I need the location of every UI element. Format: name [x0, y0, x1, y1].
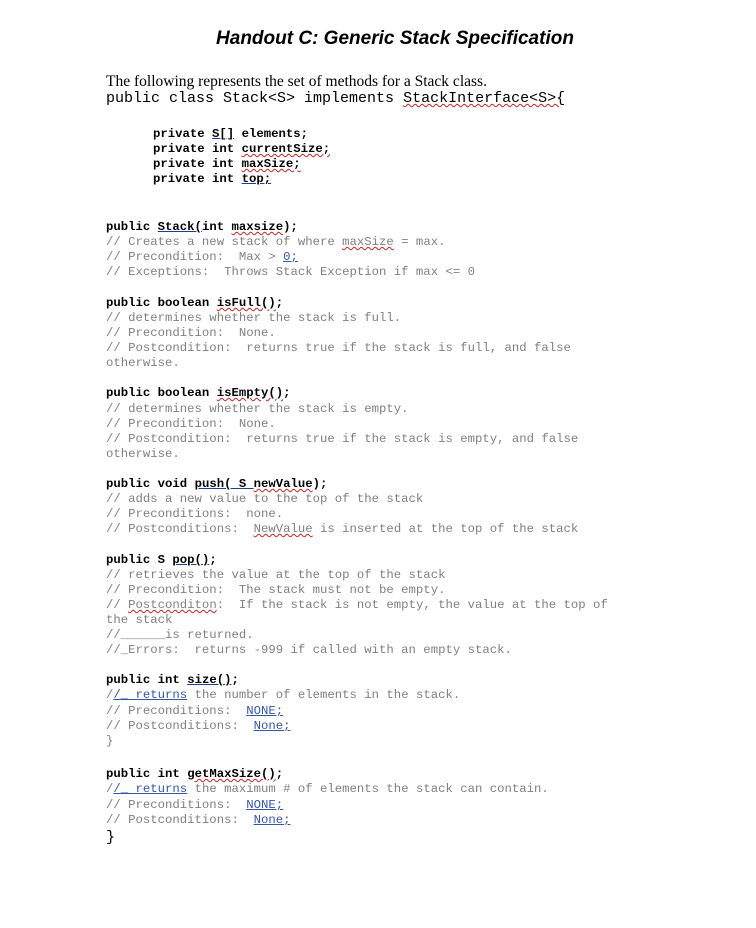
isempty-signature: public boolean isEmpty(); [106, 386, 291, 400]
size-comment-1: //_ returns the number of elements in the stack. [106, 688, 461, 702]
ctor-comment-1: // Creates a new stack of where maxSize = max. [106, 235, 446, 249]
intro-text: The following represents the set of methods for a Stack class. [106, 73, 487, 90]
isfull-comment-2: // Precondition: None. [106, 326, 276, 340]
push-comment-3: // Postconditions: NewValue is inserted at the top of the stack [106, 522, 579, 536]
field-max-size: private int maxSize; [153, 157, 301, 171]
isfull-comment-3: // Postcondition: returns true if the stack is full, and false [106, 341, 571, 355]
size-comment-3: // Postconditions: None; [106, 719, 291, 733]
size-signature: public int size(); [106, 673, 239, 687]
pop-comment-2: // Precondition: The stack must not be empty. [106, 583, 446, 597]
field-elements: private S[] elements; [153, 127, 308, 141]
field-current-size: private int currentSize; [153, 142, 331, 156]
size-close-brace: } [106, 734, 114, 748]
pop-comment-6: //_Errors: returns -999 if called with an empty stack. [106, 643, 512, 657]
isfull-signature: public boolean isFull(); [106, 296, 284, 310]
pop-comment-3: // Postconditon: If the stack is not empty, the value at the top of [106, 598, 608, 612]
ctor-comment-3: // Exceptions: Throws Stack Exception if max <= 0 [106, 265, 475, 279]
pop-comment-5: //______is returned. [106, 628, 254, 642]
getmax-comment-3: // Postconditions: None; [106, 813, 291, 827]
push-comment-2: // Preconditions: none. [106, 507, 284, 521]
page-title: Handout C: Generic Stack Specification [216, 28, 574, 49]
ctor-comment-2: // Precondition: Max > 0; [106, 250, 298, 264]
pop-comment-1: // retrieves the value at the top of the stack [106, 568, 446, 582]
getmax-comment-2: // Preconditions: NONE; [106, 798, 284, 812]
class-declaration: public class Stack<S> implements StackInterface<S>{ [106, 90, 566, 107]
isempty-comment-1: // determines whether the stack is empty. [106, 402, 409, 416]
ctor-signature: public Stack(int maxsize); [106, 220, 298, 234]
field-top: private int top; [153, 172, 272, 186]
push-signature: public void push( S newValue); [106, 477, 328, 491]
isfull-comment-4: otherwise. [106, 356, 180, 370]
pop-comment-4: the stack [106, 613, 173, 627]
size-comment-2: // Preconditions: NONE; [106, 704, 284, 718]
isempty-comment-2: // Precondition: None. [106, 417, 276, 431]
isempty-comment-3: // Postcondition: returns true if the stack is empty, and false [106, 432, 579, 446]
getmax-signature: public int getMaxSize(); [106, 767, 284, 781]
getmax-comment-1: //_ returns the maximum # of elements the stack can contain. [106, 782, 549, 796]
getmax-close-brace: } [106, 829, 116, 846]
push-comment-1: // adds a new value to the top of the stack [106, 492, 424, 506]
isempty-comment-4: otherwise. [106, 447, 180, 461]
interface-name: StackInterface<S>{ [403, 90, 566, 107]
pop-signature: public S pop(); [106, 553, 217, 567]
isfull-comment-1: // determines whether the stack is full. [106, 311, 402, 325]
